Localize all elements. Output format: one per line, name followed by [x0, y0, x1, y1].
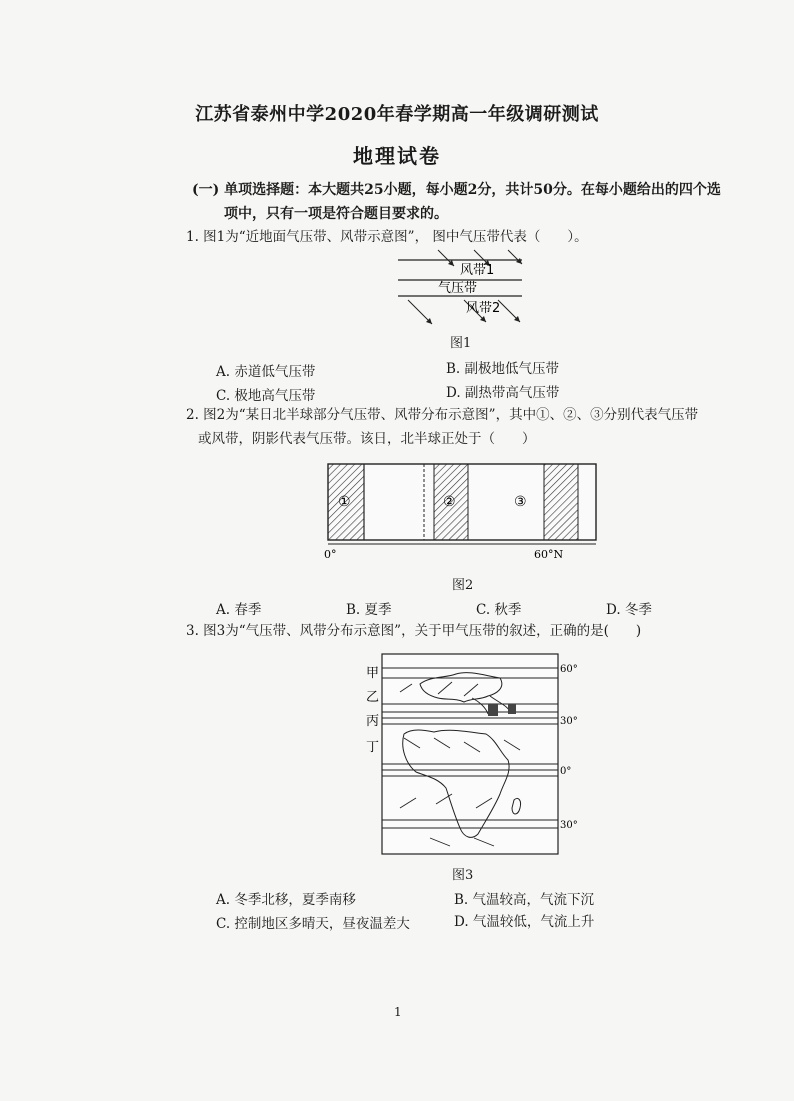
q2-stem-line-2: 或风带，阴影代表气压带。该日，北半球正处于（ ）	[198, 431, 536, 447]
q3-option-a[interactable]: A. 冬季北移，夏季南移	[216, 892, 356, 908]
fig1-wind-belt-2-label: 风带2	[466, 301, 501, 316]
q1-option-c[interactable]: C. 极地高气压带	[216, 388, 316, 404]
fig1-pressure-belt-label: 气压带	[438, 281, 478, 296]
q3-stem: 3. 图3为“气压带、风带分布示意图”，关于甲气压带的叙述，正确的是( )	[186, 623, 642, 639]
fig2-marker-1: ①	[338, 494, 351, 510]
fig2-lat-0: 0°	[324, 548, 337, 561]
section-line-2: 项中，只有一项是符合题目要求的。	[224, 206, 448, 222]
figure-2-diagram	[318, 458, 608, 568]
q3-option-d[interactable]: D. 气温较低，气流上升	[454, 914, 595, 930]
fig3-lat-30s: 30°	[560, 820, 578, 831]
fig3-caption: 图3	[452, 868, 474, 883]
fig3-label-jia: 甲	[366, 666, 380, 681]
exam-subtitle: 地理试卷	[353, 144, 441, 168]
q2-option-b[interactable]: B. 夏季	[346, 602, 392, 618]
fig2-caption: 图2	[452, 578, 474, 593]
fig3-lat-60: 60°	[560, 664, 578, 675]
q2-option-a[interactable]: A. 春季	[216, 602, 262, 618]
fig3-label-yi: 乙	[366, 690, 380, 705]
figure-3-map	[360, 648, 590, 860]
page-number: 1	[394, 1005, 402, 1019]
q2-stem-line-1: 2. 图2为“某日北半球部分气压带、风带分布示意图”，其中①、②、③分别代表气压带	[186, 407, 699, 423]
q1-option-d[interactable]: D. 副热带高气压带	[446, 385, 560, 401]
q3-option-b[interactable]: B. 气温较高，气流下沉	[454, 892, 595, 908]
exam-title: 江苏省泰州中学2020年春学期高一年级调研测试	[195, 104, 599, 125]
q1-stem: 1. 图1为“近地面气压带、风带示意图”， 图中气压带代表（ ）。	[186, 229, 588, 245]
figure-1-diagram	[380, 248, 540, 328]
fig1-caption: 图1	[450, 336, 472, 351]
fig2-lat-60: 60°N	[534, 548, 564, 561]
fig1-wind-belt-1-label: 风带1	[460, 263, 495, 278]
fig3-lat-0: 0°	[560, 766, 572, 777]
q1-option-b[interactable]: B. 副极地低气压带	[446, 361, 560, 377]
fig2-marker-2: ②	[443, 494, 456, 510]
section-heading	[192, 178, 752, 226]
fig2-marker-3: ③	[514, 494, 527, 510]
q2-option-d[interactable]: D. 冬季	[606, 602, 652, 618]
section-line-1: (一) 单项选择题：本大题共25小题，每小题2分，共计50分。在每小题给出的四个选	[192, 182, 721, 198]
q1-option-a[interactable]: A. 赤道低气压带	[216, 364, 316, 380]
fig3-lat-30n: 30°	[560, 716, 578, 727]
fig3-label-ding: 丁	[366, 740, 380, 755]
q3-option-c[interactable]: C. 控制地区多晴天，昼夜温差大	[216, 916, 410, 932]
q2-option-c[interactable]: C. 秋季	[476, 602, 522, 618]
fig3-label-bing: 丙	[366, 714, 380, 729]
